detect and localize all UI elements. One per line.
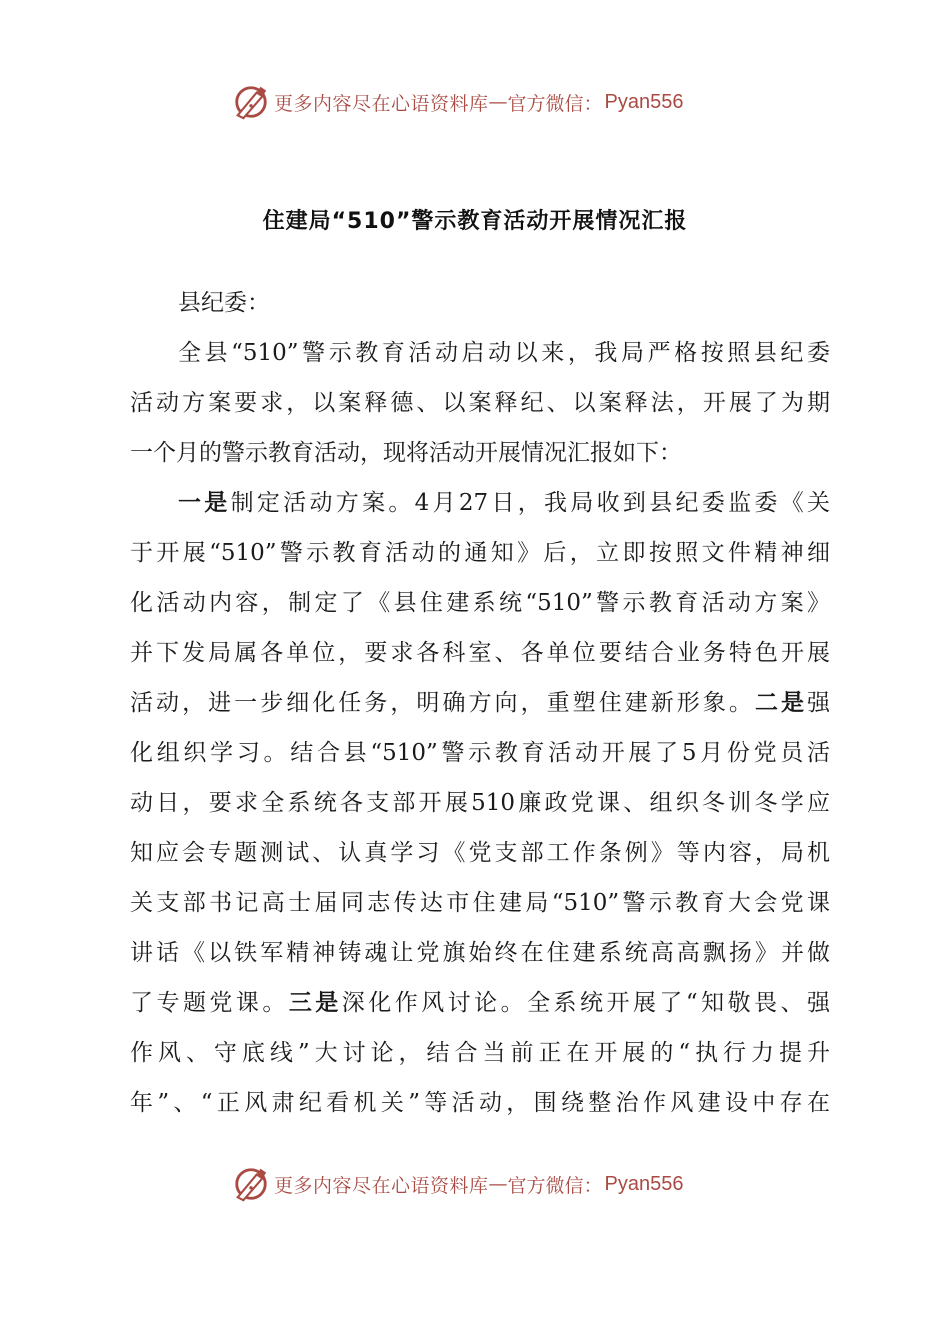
line-text: 作风、守底线”大讨论，结合当前正在开展的“执行力提升	[130, 1040, 830, 1066]
watermark-main-text: 更多内容尽在心语资料库	[274, 92, 489, 115]
line-text: 讲话《以铁军精神铸魂让党旗始终在住建系统高高飘扬》并做	[130, 940, 830, 966]
line-text: 活动方案要求，以案释德、以案释纪、以案释法，开展了为期	[130, 390, 830, 416]
body-line	[130, 1084, 830, 1120]
body-line	[130, 434, 830, 470]
watermark-separator: —	[488, 91, 508, 113]
pen-logo-icon	[232, 1165, 270, 1203]
body-line	[130, 534, 830, 570]
bold-marker: 一是	[178, 490, 231, 516]
watermark-separator: —	[488, 1173, 508, 1195]
line-text: 活动，进一步细化任务，明确方向，重塑住建新形象。	[130, 690, 755, 716]
body-line	[130, 384, 830, 420]
line-text: 年”、“正风肃纪看机关”等活动，围绕整治作风建设中存在	[130, 1090, 830, 1116]
line-text: 全县“510”警示教育活动启动以来，我局严格按照县纪委	[178, 340, 830, 366]
line-text: 于开展“510”警示教育活动的通知》后，立即按照文件精神细	[130, 540, 830, 566]
header-watermark	[0, 80, 950, 124]
body-line	[130, 734, 830, 770]
body-line	[178, 334, 830, 370]
body-line	[130, 834, 830, 870]
bold-marker: 二是	[754, 690, 808, 716]
body-line	[130, 784, 830, 820]
line-text: 关支部书记高士届同志传达市住建局“510”警示教育大会党课	[130, 890, 830, 916]
watermark-main-text: 更多内容尽在心语资料库	[274, 1174, 489, 1197]
bold-marker: 三是	[288, 990, 342, 1016]
line-text: 强	[807, 690, 831, 716]
line-text: 化组织学习。结合县“510”警示教育活动开展了5月份党员活	[130, 740, 830, 766]
footer-watermark	[0, 1162, 950, 1206]
line-text: 并下发局属各单位，要求各科室、各单位要结合业务特色开展	[130, 640, 830, 666]
watermark-wechat-id: Pyan556	[604, 1172, 684, 1195]
document-title: 住建局“510”警示教育活动开展情况汇报	[262, 209, 688, 234]
line-text: 化活动内容，制定了《县住建系统“510”警示教育活动方案》	[130, 590, 830, 616]
body-line	[130, 584, 830, 620]
body-line	[130, 684, 830, 720]
body-line	[130, 634, 830, 670]
watermark-wechat-id: Pyan556	[604, 90, 684, 113]
line-text: 动日，要求全系统各支部开展510廉政党课、组织冬训冬学应	[130, 790, 830, 816]
line-text: 了专题党课。	[130, 990, 289, 1016]
pen-logo-icon	[232, 83, 270, 121]
line-text: 知应会专题测试、认真学习《党支部工作条例》等内容，局机	[130, 840, 830, 866]
salutation: 县纪委：	[178, 290, 270, 316]
line-text: 制定活动方案。4月27日，我局收到县纪委监委《关	[230, 490, 830, 516]
body-line	[130, 884, 830, 920]
body-line	[130, 934, 830, 970]
line-text: 一个月的警示教育活动，现将活动开展情况汇报如下：	[130, 440, 682, 466]
body-line	[130, 984, 830, 1020]
body-line	[130, 1034, 830, 1070]
watermark-wechat-label: 官方微信：	[507, 92, 603, 115]
watermark-wechat-label: 官方微信：	[507, 1174, 603, 1197]
body-line	[178, 484, 830, 520]
line-text: 深化作风讨论。全系统开展了“知敬畏、强	[341, 990, 831, 1016]
